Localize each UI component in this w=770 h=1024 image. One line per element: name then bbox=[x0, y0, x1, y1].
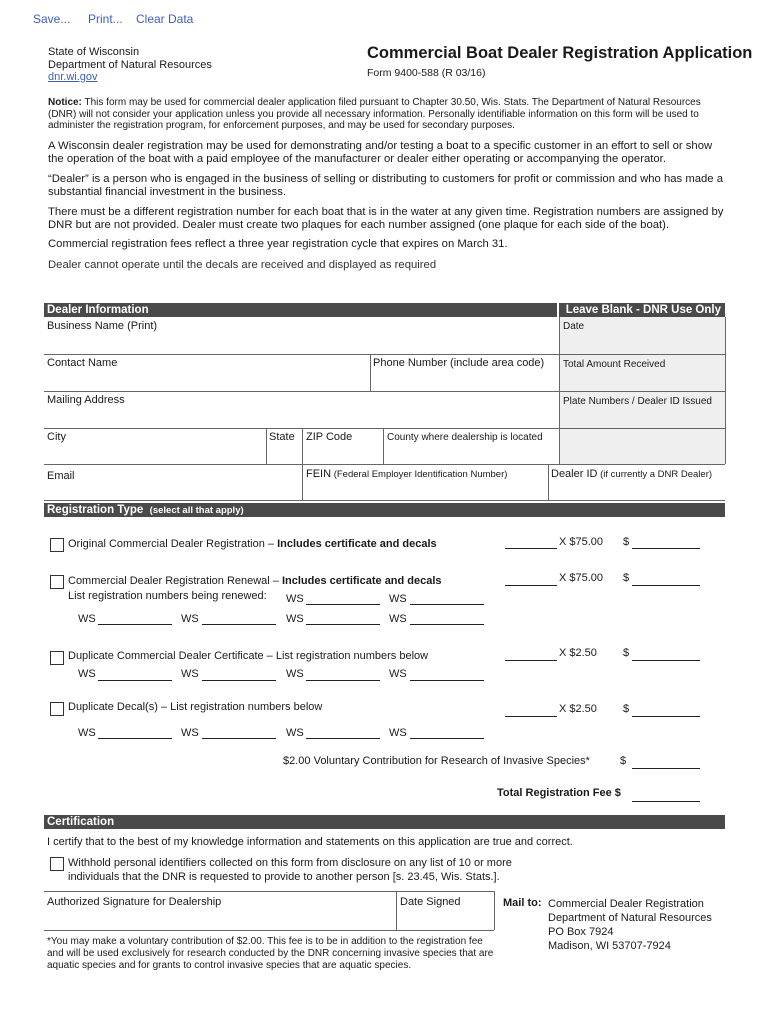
certification-heading: Certification bbox=[44, 815, 725, 829]
county-label: County where dealership is located bbox=[387, 432, 543, 443]
renewal-label bbox=[68, 575, 442, 587]
fee-original: X $75.00 bbox=[559, 536, 604, 548]
duplicate-certificate-label: Duplicate Commercial Dealer Certificate – List registration numbers below bbox=[68, 650, 429, 662]
email-input[interactable] bbox=[90, 468, 299, 484]
ws-label: WS bbox=[78, 668, 96, 680]
ws-label: WS bbox=[286, 613, 304, 625]
ws-line[interactable] bbox=[306, 738, 380, 739]
mail-line: Commercial Dealer Registration bbox=[548, 898, 704, 910]
qty-line[interactable] bbox=[505, 660, 557, 661]
renewal-text: Commercial Dealer Registration Renewal – bbox=[68, 575, 282, 587]
dealer-info-heading: Dealer Information bbox=[44, 303, 557, 317]
ws-line[interactable] bbox=[306, 604, 380, 605]
ws-label: WS bbox=[181, 727, 199, 739]
renewal-checkbox[interactable] bbox=[50, 575, 64, 589]
print-button[interactable]: Print... bbox=[88, 12, 123, 26]
fee-duplicate-decals: X $2.50 bbox=[559, 703, 597, 715]
contact-name-input[interactable] bbox=[47, 372, 369, 388]
state-label: State bbox=[269, 431, 295, 443]
divider bbox=[44, 464, 725, 465]
amount-line[interactable] bbox=[632, 716, 700, 717]
ws-label: WS bbox=[286, 668, 304, 680]
amount-line[interactable] bbox=[632, 660, 700, 661]
duplicate-decals-checkbox[interactable] bbox=[50, 702, 64, 716]
ws-label: WS bbox=[389, 727, 407, 739]
agency-block bbox=[48, 46, 212, 84]
ws-line[interactable] bbox=[410, 624, 484, 625]
dnr-date-label: Date bbox=[563, 321, 585, 332]
phone-label: Phone Number (include area code) bbox=[373, 357, 545, 369]
divider bbox=[370, 354, 371, 391]
withhold-checkbox[interactable] bbox=[50, 857, 64, 871]
amount-line[interactable] bbox=[632, 548, 700, 549]
dollar-sign: $ bbox=[623, 703, 630, 715]
ws-line[interactable] bbox=[98, 680, 172, 681]
business-name-input[interactable] bbox=[47, 335, 556, 351]
ws-label: WS bbox=[389, 668, 407, 680]
divider bbox=[44, 500, 725, 501]
dnr-plates-label: Plate Numbers / Dealer ID Issued bbox=[563, 396, 712, 407]
paragraph-fees: Commercial registration fees reflect a three year registration cycle that expires on March 31. bbox=[48, 238, 508, 250]
phone-input[interactable] bbox=[373, 372, 557, 388]
mailing-address-input[interactable] bbox=[47, 409, 556, 425]
mailing-address-label: Mailing Address bbox=[47, 394, 125, 406]
mail-line: Madison, WI 53707-7924 bbox=[548, 940, 671, 952]
dnr-use-heading: Leave Blank - DNR Use Only bbox=[559, 303, 725, 317]
duplicate-certificate-checkbox[interactable] bbox=[50, 651, 64, 665]
divider bbox=[44, 428, 725, 429]
original-registration-label bbox=[68, 538, 437, 550]
ws-line[interactable] bbox=[410, 604, 484, 605]
ws-label: WS bbox=[181, 668, 199, 680]
mail-line: PO Box 7924 bbox=[548, 926, 614, 938]
ws-label: WS bbox=[78, 613, 96, 625]
withhold-label: Withhold personal identifiers collected on this form from disclosure on any list of 10 or more individuals that the DNR is requested to provide to another person [s. 23.45, Wis. Stats.]. bbox=[68, 857, 512, 883]
duplicate-decals-label: Duplicate Decal(s) – List registration numbers below bbox=[68, 701, 323, 713]
signature-input[interactable] bbox=[47, 911, 396, 927]
dealer-id-label: Dealer ID bbox=[551, 468, 598, 480]
ws-line[interactable] bbox=[410, 680, 484, 681]
paragraph-dealer-registration: A Wisconsin dealer registration may be used for demonstrating and/or testing a boat to a specific customer in an effort to sell or show the operation of the boat with a paid employee of the manufacturer or dealer either operating or accompanying the operator. bbox=[48, 140, 713, 165]
original-registration-text: Original Commercial Dealer Registration – bbox=[68, 538, 278, 550]
dollar-sign: $ bbox=[623, 647, 630, 659]
date-signed-label: Date Signed bbox=[400, 896, 461, 908]
ws-label: WS bbox=[389, 613, 407, 625]
footnote: *You may make a voluntary contribution of $2.00. This fee is to be in addition to the registration fee and will be used exclusively for research conducted by the DNR concerning invasive species that are aquatic species and for grants to control invasive species that are aquatic species. bbox=[47, 936, 494, 971]
total-amount-line[interactable] bbox=[632, 801, 700, 802]
notice-label: Notice: bbox=[48, 97, 82, 108]
divider bbox=[396, 891, 397, 930]
qty-line[interactable] bbox=[505, 548, 557, 549]
divider bbox=[266, 428, 267, 464]
dollar-sign: $ bbox=[620, 755, 627, 767]
ws-line[interactable] bbox=[98, 624, 172, 625]
ws-line[interactable] bbox=[98, 738, 172, 739]
agency-dept: Department of Natural Resources bbox=[48, 58, 212, 71]
ws-label: WS bbox=[286, 727, 304, 739]
renewal-sub-label: List registration numbers being renewed: bbox=[68, 590, 267, 602]
ws-label: WS bbox=[78, 727, 96, 739]
ws-line[interactable] bbox=[410, 738, 484, 739]
agency-link[interactable]: dnr.wi.gov bbox=[48, 71, 98, 83]
email-label: Email bbox=[47, 470, 75, 482]
form-number: Form 9400-588 (R 03/16) bbox=[367, 67, 486, 79]
business-name-label: Business Name (Print) bbox=[47, 320, 158, 332]
zip-label: ZIP Code bbox=[306, 431, 353, 443]
ws-line[interactable] bbox=[202, 624, 276, 625]
registration-type-title: Registration Type bbox=[47, 504, 144, 516]
mail-line: Department of Natural Resources bbox=[548, 912, 712, 924]
ws-label: WS bbox=[181, 613, 199, 625]
registration-type-heading bbox=[44, 503, 725, 517]
date-signed-input[interactable] bbox=[400, 911, 494, 927]
ws-line[interactable] bbox=[202, 738, 276, 739]
paragraph-registration-numbers: There must be a different registration number for each boat that is in the water at any given time. Registration numbers are assigned by DNR but are not provided. Dealer must create two plaques for each number assigned (one plaque for each side of the boat). bbox=[48, 206, 724, 231]
voluntary-amount-line[interactable] bbox=[632, 768, 700, 769]
amount-line[interactable] bbox=[632, 585, 700, 586]
divider bbox=[44, 930, 494, 931]
registration-type-note: (select all that apply) bbox=[149, 505, 244, 516]
divider bbox=[302, 428, 303, 500]
original-registration-bold: Includes certificate and decals bbox=[277, 538, 437, 550]
agency-state: State of Wisconsin bbox=[48, 46, 140, 58]
city-label: City bbox=[47, 431, 66, 443]
fee-duplicate-certificate: X $2.50 bbox=[559, 647, 597, 659]
contact-name-label: Contact Name bbox=[47, 357, 118, 369]
renewal-bold: Includes certificate and decals bbox=[281, 575, 442, 587]
signature-label: Authorized Signature for Dealership bbox=[47, 896, 222, 908]
divider bbox=[44, 891, 494, 892]
ws-label: WS bbox=[286, 593, 304, 605]
ws-line[interactable] bbox=[306, 680, 380, 681]
notice-text: This form may be used for commercial dealer application filed pursuant to Chapter 30.50, Wis. Stats. The Department of Natural Resources (DNR) will not consider your application unless you provide all necessary information. Personally identifiable information on this form will be used to administer the registration program, for enforcement purposes, and may be used for secondary purposes. bbox=[48, 97, 701, 131]
page-title: Commercial Boat Dealer Registration Application bbox=[367, 44, 753, 62]
qty-line[interactable] bbox=[505, 585, 557, 586]
paragraph-decals: Dealer cannot operate until the decals are received and displayed as required bbox=[48, 259, 437, 271]
divider bbox=[44, 391, 725, 392]
fee-renewal: X $75.00 bbox=[559, 572, 604, 584]
clear-data-button[interactable]: Clear Data bbox=[136, 12, 194, 26]
dollar-sign: $ bbox=[623, 572, 630, 584]
qty-line[interactable] bbox=[505, 716, 557, 717]
dealer-id-desc: (if currently a DNR Dealer) bbox=[597, 469, 713, 480]
divider bbox=[383, 428, 384, 464]
original-registration-checkbox[interactable] bbox=[50, 538, 64, 552]
total-fee-label: Total Registration Fee $ bbox=[497, 787, 621, 799]
divider bbox=[548, 464, 549, 500]
certification-statement: I certify that to the best of my knowledge information and statements on this application are true and correct. bbox=[47, 836, 573, 848]
fein-desc: (Federal Employer Identification Number) bbox=[331, 469, 508, 480]
save-button[interactable]: Save... bbox=[33, 12, 71, 26]
voluntary-contribution-label: $2.00 Voluntary Contribution for Research of Invasive Species* bbox=[283, 755, 590, 767]
dnr-total-label: Total Amount Received bbox=[563, 359, 666, 370]
ws-label: WS bbox=[389, 593, 407, 605]
fein-label: FEIN bbox=[306, 468, 332, 480]
paragraph-dealer-definition: “Dealer” is a person who is engaged in the business of selling or distributing to customers for profit or commission and who has made a substantial financial investment in the business. bbox=[48, 173, 724, 198]
ws-line[interactable] bbox=[306, 624, 380, 625]
dollar-sign: $ bbox=[623, 536, 630, 548]
divider bbox=[494, 891, 495, 930]
divider bbox=[44, 354, 725, 355]
mail-address bbox=[548, 897, 712, 953]
ws-line[interactable] bbox=[202, 680, 276, 681]
notice bbox=[48, 97, 728, 132]
city-input[interactable] bbox=[47, 446, 266, 462]
mail-to-label: Mail to: bbox=[503, 897, 542, 909]
